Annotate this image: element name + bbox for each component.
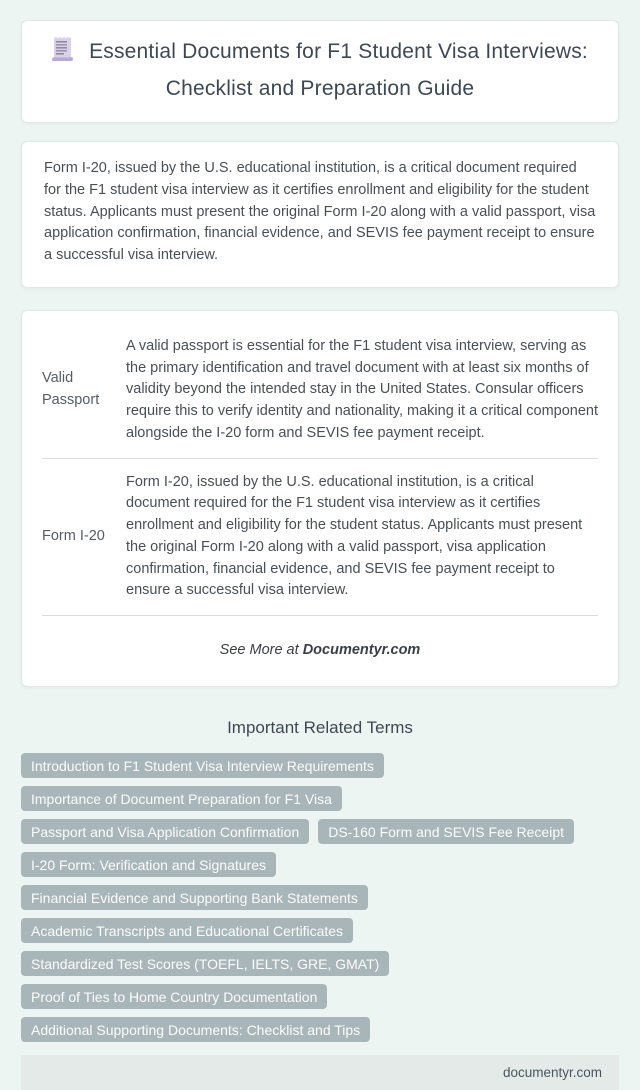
table-row — [42, 323, 598, 458]
see-more-note — [42, 642, 598, 658]
see-more-prefix: See More at — [219, 642, 299, 659]
site-footer — [21, 1055, 619, 1090]
page-title-text: Essential Documents for F1 Student Visa Interviews: Checklist and Preparation Guide — [89, 40, 588, 100]
related-term-tag[interactable]: Importance of Document Preparation for F1 Visa — [21, 786, 342, 811]
term-description: Form I-20, issued by the U.S. educational institution, is a critical document required for the F1 student visa interview as it certifies enrollment and eligibility for the student status. Applicants must present the original Form I-20 along with a valid passport, visa application confirmation, financial evidence, and SEVIS fee payment receipt to ensure a successful visa interview. — [126, 458, 598, 616]
table-row — [42, 458, 598, 616]
page-title — [48, 36, 592, 105]
related-term-tag[interactable]: I-20 Form: Verification and Signatures — [21, 852, 276, 877]
related-terms-heading: Important Related Terms — [227, 718, 413, 738]
title-card — [21, 20, 619, 123]
term-label: Valid Passport — [42, 323, 126, 458]
details-card — [21, 310, 619, 687]
related-term-tag[interactable]: Standardized Test Scores (TOEFL, IELTS, GRE, GMAT) — [21, 951, 389, 976]
see-more-site-link[interactable]: Documentyr.com — [302, 642, 421, 659]
term-description: A valid passport is essential for the F1 student visa interview, serving as the primary identification and travel document with at least six months of validity beyond the intended stay in the United States. Consular officers require this to verify identity and nationality, making it a critical component alongside the I-20 form and SEVIS fee payment receipt. — [126, 323, 598, 458]
related-term-tag[interactable]: DS-160 Form and SEVIS Fee Receipt — [318, 819, 574, 844]
related-terms-list — [21, 753, 619, 1042]
footer-site-link[interactable]: documentyr.com — [502, 1065, 602, 1081]
related-term-tag[interactable]: Additional Supporting Documents: Checklist and Tips — [21, 1017, 370, 1042]
details-table — [42, 323, 598, 616]
related-term-tag[interactable]: Financial Evidence and Supporting Bank Statements — [21, 885, 368, 910]
term-label: Form I-20 — [42, 458, 126, 616]
related-term-tag[interactable]: Academic Transcripts and Educational Certificates — [21, 918, 353, 943]
related-term-tag[interactable]: Proof of Ties to Home Country Documentation — [21, 984, 327, 1009]
summary-card — [21, 141, 619, 288]
related-term-tag[interactable]: Passport and Visa Application Confirmation — [21, 819, 309, 844]
summary-paragraph: Form I-20, issued by the U.S. educational institution, is a critical document required for the F1 student visa interview as it certifies enrollment and eligibility for the student status. Applicants must present the original Form I-20 along with a valid passport, visa application confirmation, financial evidence, and SEVIS fee payment receipt to ensure a successful visa interview. — [44, 160, 596, 264]
receipt-icon — [52, 37, 73, 73]
related-term-tag[interactable]: Introduction to F1 Student Visa Interview Requirements — [21, 753, 384, 778]
page — [0, 20, 640, 1081]
